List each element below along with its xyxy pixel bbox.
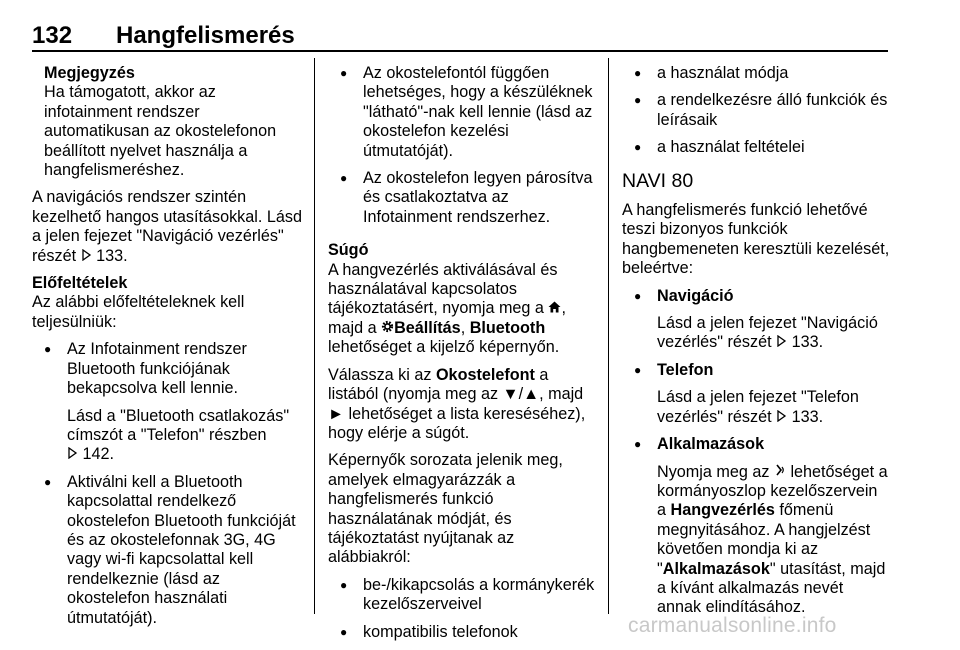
list-item (328, 169, 596, 227)
prereq-paragraph (32, 274, 302, 332)
right-arrow-icon: ► (328, 404, 345, 423)
list-item (32, 340, 302, 464)
bluetooth-label: Bluetooth (469, 318, 546, 337)
navi-paragraph: A hangfelismerés funkció lehetővé teszi bizonyos funkciók hangbemeneten keresztüli kezelését, beleértve: (622, 201, 890, 278)
gear-icon (381, 319, 394, 338)
column-divider-2 (608, 58, 609, 614)
prereq-text: Az alábbi előfeltételeknek kell teljesülniük: (32, 293, 245, 331)
navigation-title: ● Navigáció (657, 286, 734, 305)
intro-paragraph (32, 188, 302, 266)
list-item-text: ● a használat feltételei (657, 138, 805, 157)
column-2 (328, 64, 596, 650)
list-item (622, 361, 890, 427)
select-text-4: lehetőséget a lista kereséséhez), hogy elérje a súgót. (328, 404, 586, 442)
select-text-2: a listából (nyomja meg az (328, 365, 549, 404)
list-item-text: ● Az okostelefon legyen párosítva és csatlakoztatva az Infotainment rendszerhez. (363, 169, 593, 226)
page-ref: 133. (96, 246, 128, 265)
page-ref-arrow-icon (81, 247, 92, 266)
apps-title: ● Alkalmazások (657, 435, 765, 454)
list-item-text: ● a rendelkezésre álló funkciók és leírásaik (657, 91, 888, 129)
watermark: carmanualsonline.info (628, 614, 837, 637)
apps-text-2: lehetőséget a kormányoszlop kezelőszervein a (657, 462, 888, 520)
select-text: Válassza ki az (328, 365, 432, 384)
page-ref: 142. (82, 445, 115, 464)
separator: , (460, 318, 466, 337)
list-item (622, 435, 890, 618)
header-rule (32, 50, 888, 52)
settings-label: Beállítás (394, 318, 461, 337)
apps-text-3: főmenü megnyitásához. A hangjelzést követően mondja ki az (657, 501, 871, 559)
list-item-text: ● a használat módja (657, 64, 789, 82)
page-header (32, 0, 888, 52)
list-item-subtext (67, 407, 302, 465)
list-item (32, 473, 302, 628)
list-item (622, 287, 890, 353)
apps-text-1: Nyomja meg az (657, 462, 770, 481)
list-item (328, 623, 596, 642)
page-ref: 133. (791, 407, 824, 426)
quote-open: " (657, 559, 663, 578)
list-item-text: ● Aktiválni kell a Bluetooth kapcsolattal rendelkező okostelefon Bluetooth funkcióját és az okostelefonnak 3G, 4G vagy wi-fi kapcsolattal kell rendelkeznie (lásd az okostelefon használati útmutatóját). (67, 472, 296, 627)
note-title: Megjegyzés (44, 64, 135, 82)
column-3 (622, 64, 890, 626)
chapter-title: Hangfelismerés (116, 22, 295, 49)
list-item (328, 576, 596, 615)
navigation-text (657, 314, 890, 353)
intro-text: A navigációs rendszer szintén kezelhető hangos utasításokkal. Lásd a jelen fejezet "Navigáció vezérlés" részét (32, 188, 302, 265)
nav-text: Lásd a jelen fejezet "Navigáció vezérlés" részét (657, 314, 878, 352)
list-item (622, 138, 890, 157)
page-ref-arrow-icon (776, 333, 787, 352)
screens-paragraph: Képernyők sorozata jelenik meg, amelyek elmagyarázzák a hangfelismerés funkció használatának módját, és tájékoztatást nyújtanak az alábbiakról: (328, 451, 563, 567)
list-item-text: ● be-/kikapcsolás a kormánykerék kezelőszerveivel (363, 575, 595, 614)
page-ref: 133. (791, 333, 824, 352)
select-paragraph (328, 366, 596, 444)
note-text: Ha támogatott, akkor az infotainment rendszer automatikusan az okostelefonon beállított nyelvet használja a hangfelismeréshez. (44, 83, 277, 180)
help-paragraph (328, 241, 596, 357)
list-item (622, 91, 890, 130)
help-text-3: lehetőséget a kijelző képernyőn. (328, 338, 560, 357)
phone-text (657, 388, 890, 427)
section-heading: NAVI 80 (622, 169, 694, 192)
apps-text-4: " utasítást, majd a kívánt alkalmazás nevét annak elindításához. (657, 559, 886, 617)
page-ref-arrow-icon (67, 445, 78, 464)
voice-control-label: Hangvezérlés (670, 501, 775, 520)
column-1 (32, 64, 302, 636)
select-text-3: , majd (539, 385, 584, 404)
help-text-2: , majd a (328, 299, 566, 337)
column-divider-1 (314, 58, 315, 614)
sub-text: Lásd a "Bluetooth csatlakozás" címszót a "Telefon" részben (67, 406, 290, 444)
page-ref-arrow-icon (776, 408, 787, 427)
page-number: 132 (32, 22, 73, 49)
list-item (328, 64, 596, 161)
home-icon (548, 299, 561, 318)
list-item (622, 64, 890, 83)
down-up-arrow-icon: ▼/▲ (502, 385, 540, 404)
list-item-text: ● Az okostelefontól függően lehetséges, hogy a készüléknek "látható"-nak kell lennie (lásd az okostelefon kezelési útmutatóját). (363, 64, 593, 160)
prereq-title: Előfeltételek (32, 274, 128, 293)
note-block (32, 64, 302, 180)
list-item-text: ● Az Infotainment rendszer Bluetooth funkciójának bekapcsolva kell lennie. (67, 340, 247, 398)
help-text: A hangvezérlés aktiválásával és használatával kapcsolatos tájékoztatásért, nyomja meg a (328, 260, 558, 318)
tel-text: Lásd a jelen fejezet "Telefon vezérlés" részét (657, 388, 859, 426)
help-title: Súgó (328, 241, 369, 260)
apps-label: Alkalmazások (662, 559, 770, 578)
apps-text (657, 463, 890, 618)
phone-title: ● Telefon (657, 360, 714, 379)
list-item-text: ● kompatibilis telefonok (363, 622, 518, 641)
voice-command-icon (774, 463, 786, 482)
smartphone-label: Okostelefont (435, 365, 535, 384)
